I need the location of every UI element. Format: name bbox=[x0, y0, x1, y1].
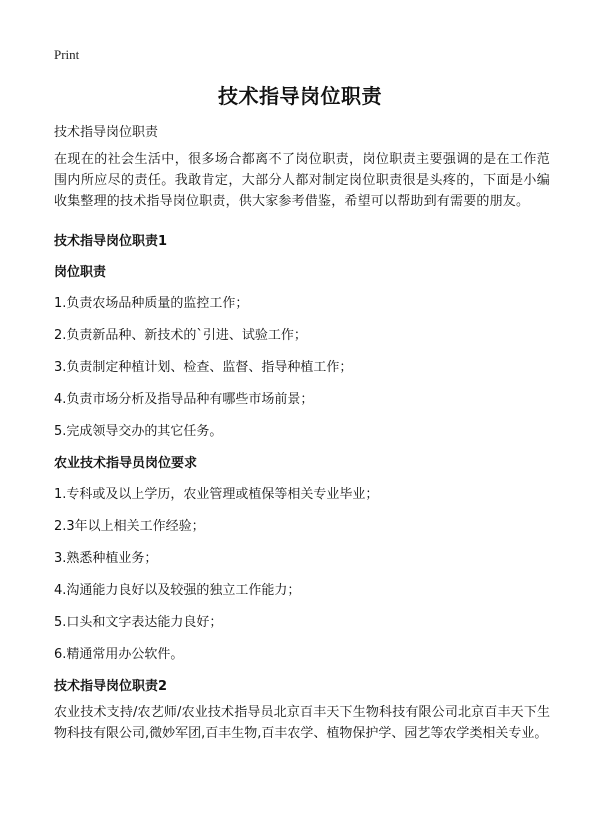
list-item: 5.口头和文字表达能力良好； bbox=[54, 615, 223, 630]
list-item: 1.负责农场品种质量的监控工作； bbox=[54, 296, 249, 311]
list-item: 4.沟通能力良好以及较强的独立工作能力； bbox=[54, 583, 301, 598]
section-heading-1: 技术指导岗位职责1 bbox=[54, 234, 168, 249]
requirements-list bbox=[54, 487, 550, 679]
page-title: 技术指导岗位职责 bbox=[218, 84, 382, 108]
document-body bbox=[54, 234, 550, 710]
intro-paragraph: 在现在的社会生活中，很多场合都离不了岗位职责，岗位职责主要强调的是在工作范围内所应尽的责任。我敢肯定，大部分人都对制定岗位职责很是头疼的，下面是小编收集整理的技术指导岗位职责，供大家参考借鉴，希望可以帮助到有需要的朋友。 bbox=[54, 152, 550, 209]
list-item: 2.负责新品种、新技术的`引进、试验工作； bbox=[54, 328, 307, 343]
list-item: 6.精通常用办公软件。 bbox=[54, 647, 184, 662]
page-subtitle: 技术指导岗位职责 bbox=[54, 125, 159, 140]
list-item: 3.负责制定种植计划、检查、监督、指导种植工作； bbox=[54, 360, 353, 375]
requirements-heading: 农业技术指导员岗位要求 bbox=[54, 456, 198, 471]
list-item: 4.负责市场分析及指导品种有哪些市场前景； bbox=[54, 392, 314, 407]
section2-paragraph: 农业技术支持/农艺师/农业技术指导员北京百丰天下生物科技有限公司北京百丰天下生物科技有限公司,微妙军团,百丰生物,百丰农学、植物保护学、园艺等农学类相关专业。 bbox=[54, 705, 550, 741]
duties-list bbox=[54, 296, 550, 456]
duties-heading: 岗位职责 bbox=[54, 265, 107, 280]
list-item: 3.熟悉种植业务； bbox=[54, 551, 158, 566]
list-item: 1.专科或及以上学历，农业管理或植保等相关专业毕业； bbox=[54, 487, 379, 502]
section-heading-2: 技术指导岗位职责2 bbox=[54, 679, 168, 694]
print-link[interactable]: Print bbox=[54, 47, 80, 62]
list-item: 2.3年以上相关工作经验； bbox=[54, 519, 205, 534]
list-item: 5.完成领导交办的其它任务。 bbox=[54, 424, 223, 439]
